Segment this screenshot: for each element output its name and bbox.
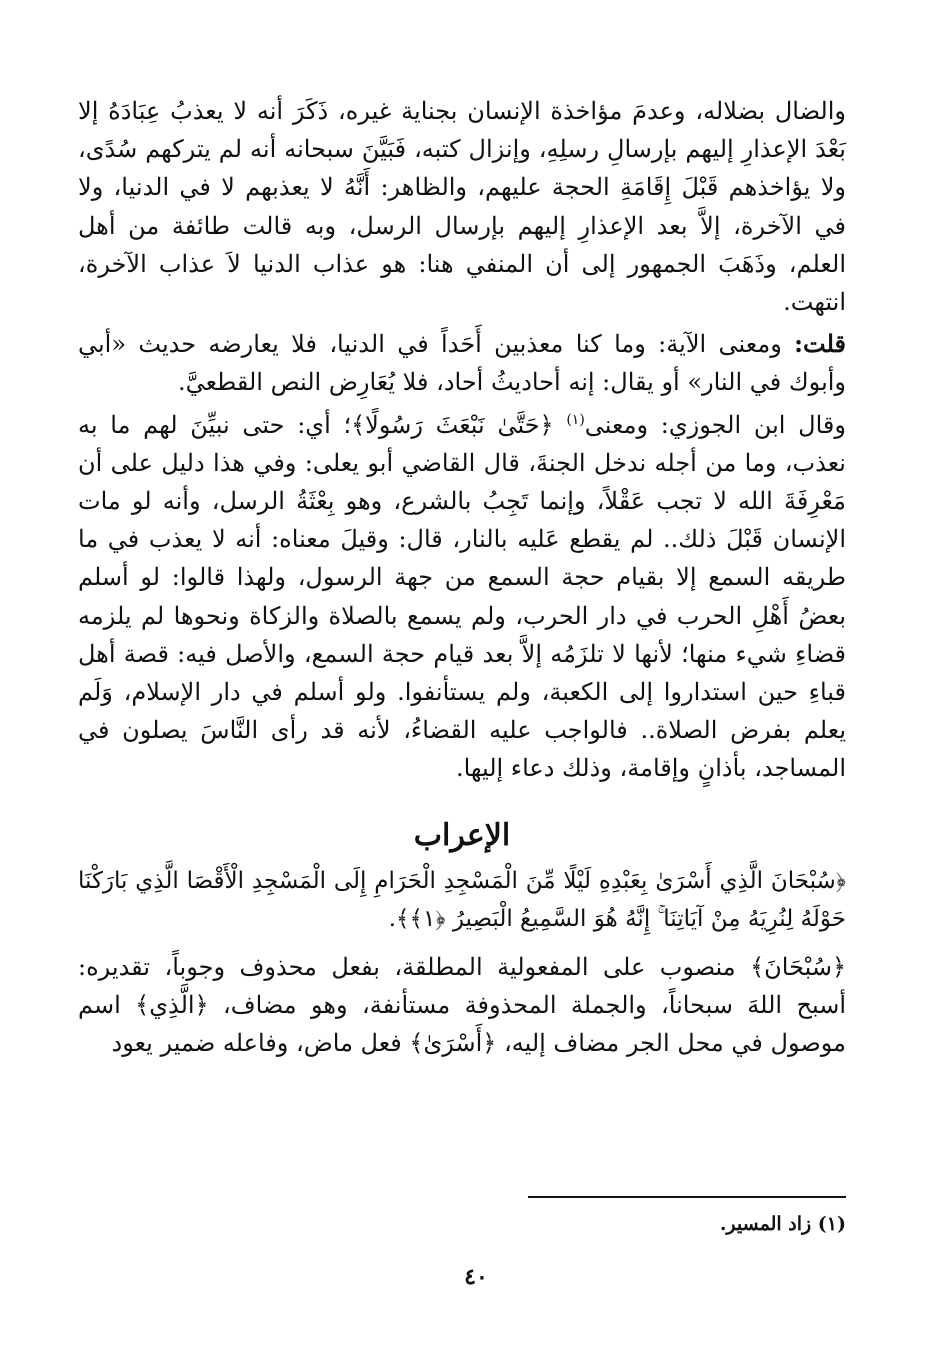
quran-verse: ﴿سُبْحَانَ الَّذِي أَسْرَىٰ بِعَبْدِهِ لَيْلًا مِّنَ الْمَسْجِدِ الْحَرَامِ إِلَى الْمَسْجِدِ الْأَقْصَا الَّذِي بَارَكْنَا حَوْلَهُ لِنُرِيَهُ مِنْ آيَاتِنَا ۚ إِنَّهُ هُوَ السَّمِيعُ الْبَصِيرُ ﴿١﴾﴾. [78,867,846,932]
paragraph-2-text: ومعنى الآية: وما كنا معذبين أَحَداً في الدنيا، فلا يعارضه حديث «أبي وأبوك في النار» أو يقال: إنه أحاديثُ أحاد، فلا يُعَارِض النص القطعيَّ. [78,330,846,397]
footnote-divider [528,1196,846,1198]
paragraph-3-start: وقال ابن الجوزي: ومعنى [584,410,846,439]
footnote: (١) زاد المسير. [719,1213,846,1235]
footnote-marker: (١) [566,411,585,428]
section-heading: الإعراب [413,817,511,853]
paragraph-3 [78,406,846,788]
paragraph-2 [78,325,846,401]
page-body [78,92,846,1062]
page-number: ٤٠ [464,1264,488,1290]
irab-paragraph: ﴿سُبْحَانَ﴾ منصوب على المفعولية المطلقة، بفعل محذوف وجوباً، تقديره: أسبح اللهَ سبحاناً، والجملة المحذوفة مستأنفة، وهو مضاف، ﴿الَّذِي﴾ اسم موصول في محل الجر مضاف إليه، ﴿أَسْرَىٰ﴾ فعل ماض، وفاعله ضمير يعود [78,952,846,1058]
paragraph-1: والضال بضلاله، وعدمَ مؤاخذة الإنسان بجناية غيره، ذَكَرَ أنه لا يعذبُ عِبَادَهُ إلا بَعْدَ الإعذارِ إليهم بإرسالِ رسلِهِ، وإنزال كتبه، فَبَيَّنَ سبحانه أنه لم يتركهم سُدًى، ولا يؤاخذهم قَبْلَ إِقَامَةِ الحجة عليهم، والظاهر: أَنَّهُ لا يعذبهم لا في الدنيا، ولا في الآخرة، إلاَّ بعد الإعذارِ إليهم بإرسال الرسل، وبه قالت طائفة من أهل العلم، وذَهَبَ الجمهور إلى أن المنفي هنا: هو عذاب الدنيا لاَ عذاب الآخرة، انتهت. [78,97,846,317]
paragraph-3-rest: ﴿حَتَّىٰ نَبْعَثَ رَسُولًا﴾؛ أي: حتى نبيِّنَ لهم ما به نعذب، وما من أجله ندخل الجنةَ، قال القاضي أبو يعلى: وفي هذا دليل على أن مَعْرِفَةَ الله لا تجب عَقْلاً، وإنما تَجِبُ بالشرع، وهو بِعْثَةُ الرسل، وأنه لو مات الإنسان قَبْلَ ذلك.. لم يقطع عَليه بالنار، قال: وقيلَ معناه: أنه لا يعذب في ما طريقه السمع إلا بقيام حجة السمع من جهة الرسول، ولهذا قالوا: لو أسلم بعضُ أَهْلِ الحرب في دار الحرب، ولم يسمع بالصلاة والزكاة ونحوها لم يلزمه قضاءِ شيء منها؛ لأنها لا تلزَمُه إلاَّ بعد قيام حجة السمع، والأصل فيه: قصة أهل قباءِ حين استداروا إلى الكعبة، ولم يستأنفوا. ولو أسلم في دار الإسلام، وَلَم يعلم بفرض الصلاة.. فالواجب عليه القضاءُ، لأنه قد رأى النَّاسَ يصلون في المساجد، بأذانٍ وإقامة، وذلك دعاء إليها. [78,410,846,783]
paragraph-2-lead: قلت: [794,329,846,359]
